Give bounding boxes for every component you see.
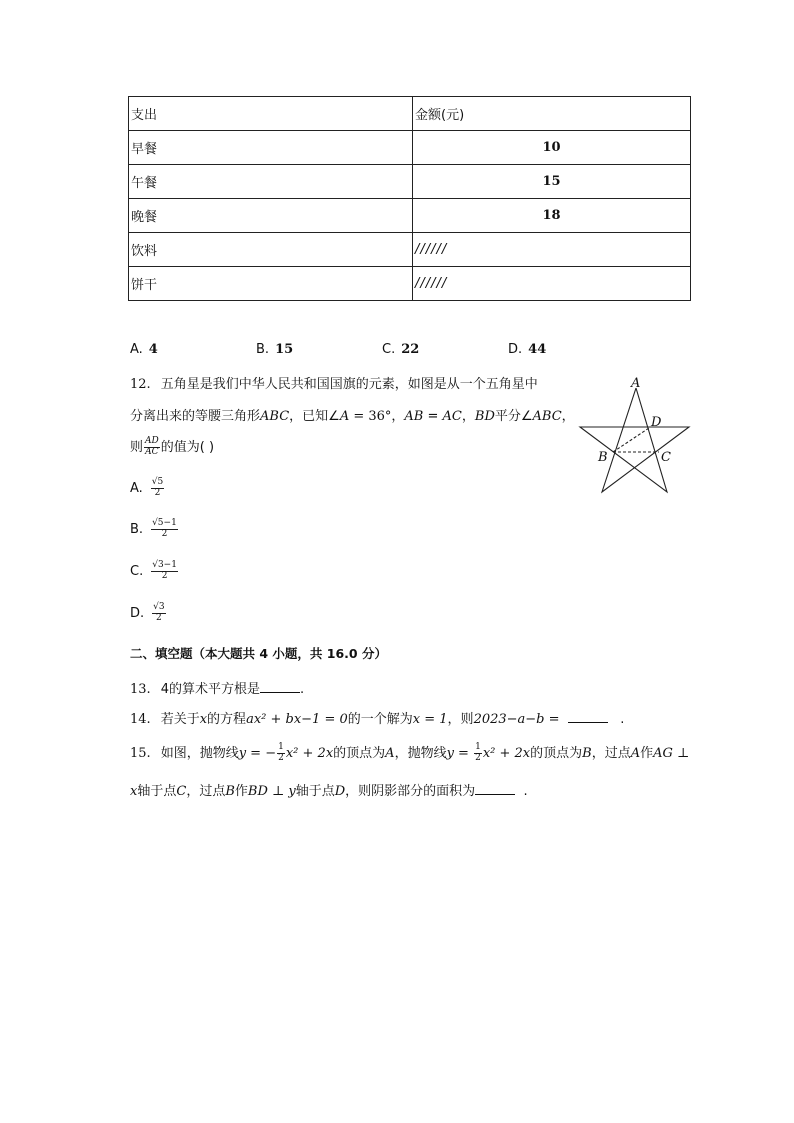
header-cell-item: 支出 <box>129 97 413 131</box>
segment-bd <box>613 428 649 452</box>
table-row <box>129 199 691 233</box>
q12-choice-c[interactable]: C. $\frac{√3-1}{2}$ <box>130 560 177 581</box>
q12-line3: 则 $\frac{AD}{AC}$ 的值为( ) <box>130 436 215 457</box>
q12-line1: 12. 五角星是我们中华人民共和国国旗的元素，如图是从一个五角星中 <box>130 377 538 392</box>
cell-item: 早餐 <box>129 131 413 165</box>
answer-blank[interactable] <box>260 680 300 693</box>
q11-option-c[interactable]: C. 22 <box>382 342 420 357</box>
expense-table <box>128 96 691 301</box>
q12-line2: 分离出来的等腰三角形ABC，已知∠A = 36°，AB = AC，BD平分∠ABC， <box>130 409 575 424</box>
q11-option-a[interactable]: A. 4 <box>130 342 158 357</box>
cell-amount-hidden: ////// <box>413 233 691 267</box>
label-d: D <box>651 415 662 430</box>
cell-amount: 10 <box>413 131 691 165</box>
q12-choice-a[interactable]: A. $\frac{√5}{2}$ <box>130 477 164 498</box>
answer-blank[interactable] <box>568 710 608 723</box>
ratio-fraction: $\frac{AD}{AC}$ <box>145 436 159 457</box>
cell-amount: 15 <box>413 165 691 199</box>
cell-amount-hidden: ////// <box>413 267 691 301</box>
star-outline <box>580 388 689 492</box>
q15-line2: x轴于点C，过点B作BD ⊥ y轴于点D，则阴影部分的面积为 . <box>130 784 528 799</box>
q15-line1: 15. 如图，抛物线y = − $\frac{1}{2}$ x² + 2x的顶点为A，抛物线y = $\frac{1}{2}$ x² + 2x的顶点为B，过点A作AG ⊥ <box>130 742 690 763</box>
q14: 14. 若关于x的方程ax² + bx−1 = 0的一个解为x = 1，则2023−a−b = . <box>130 712 625 727</box>
table-row <box>129 267 691 301</box>
section-title: 二、填空题（本大题共 4 小题，共 16.0 分） <box>130 646 387 661</box>
cell-item: 晚餐 <box>129 199 413 233</box>
header-cell-amount: 金额(元) <box>413 97 691 131</box>
table-row <box>129 165 691 199</box>
q11-option-d[interactable]: D. 44 <box>508 342 547 357</box>
table-header-row <box>129 97 691 131</box>
cell-item: 饼干 <box>129 267 413 301</box>
cell-item: 午餐 <box>129 165 413 199</box>
answer-blank[interactable] <box>475 782 515 795</box>
q13: 13. 4的算术平方根是 . <box>130 682 305 697</box>
label-a: A <box>631 376 641 391</box>
q12-number: 12. <box>130 377 151 392</box>
table-row <box>129 233 691 267</box>
q12-choice-d[interactable]: D. $\frac{√3}{2}$ <box>130 602 165 623</box>
table-row <box>129 131 691 165</box>
label-c: C <box>661 450 671 465</box>
cell-amount: 18 <box>413 199 691 233</box>
star-figure <box>578 372 694 498</box>
cell-item: 饮料 <box>129 233 413 267</box>
q11-option-b[interactable]: B. 15 <box>256 342 294 357</box>
q12-choice-b[interactable]: B. $\frac{√5-1}{2}$ <box>130 518 177 539</box>
label-b: B <box>598 450 608 465</box>
